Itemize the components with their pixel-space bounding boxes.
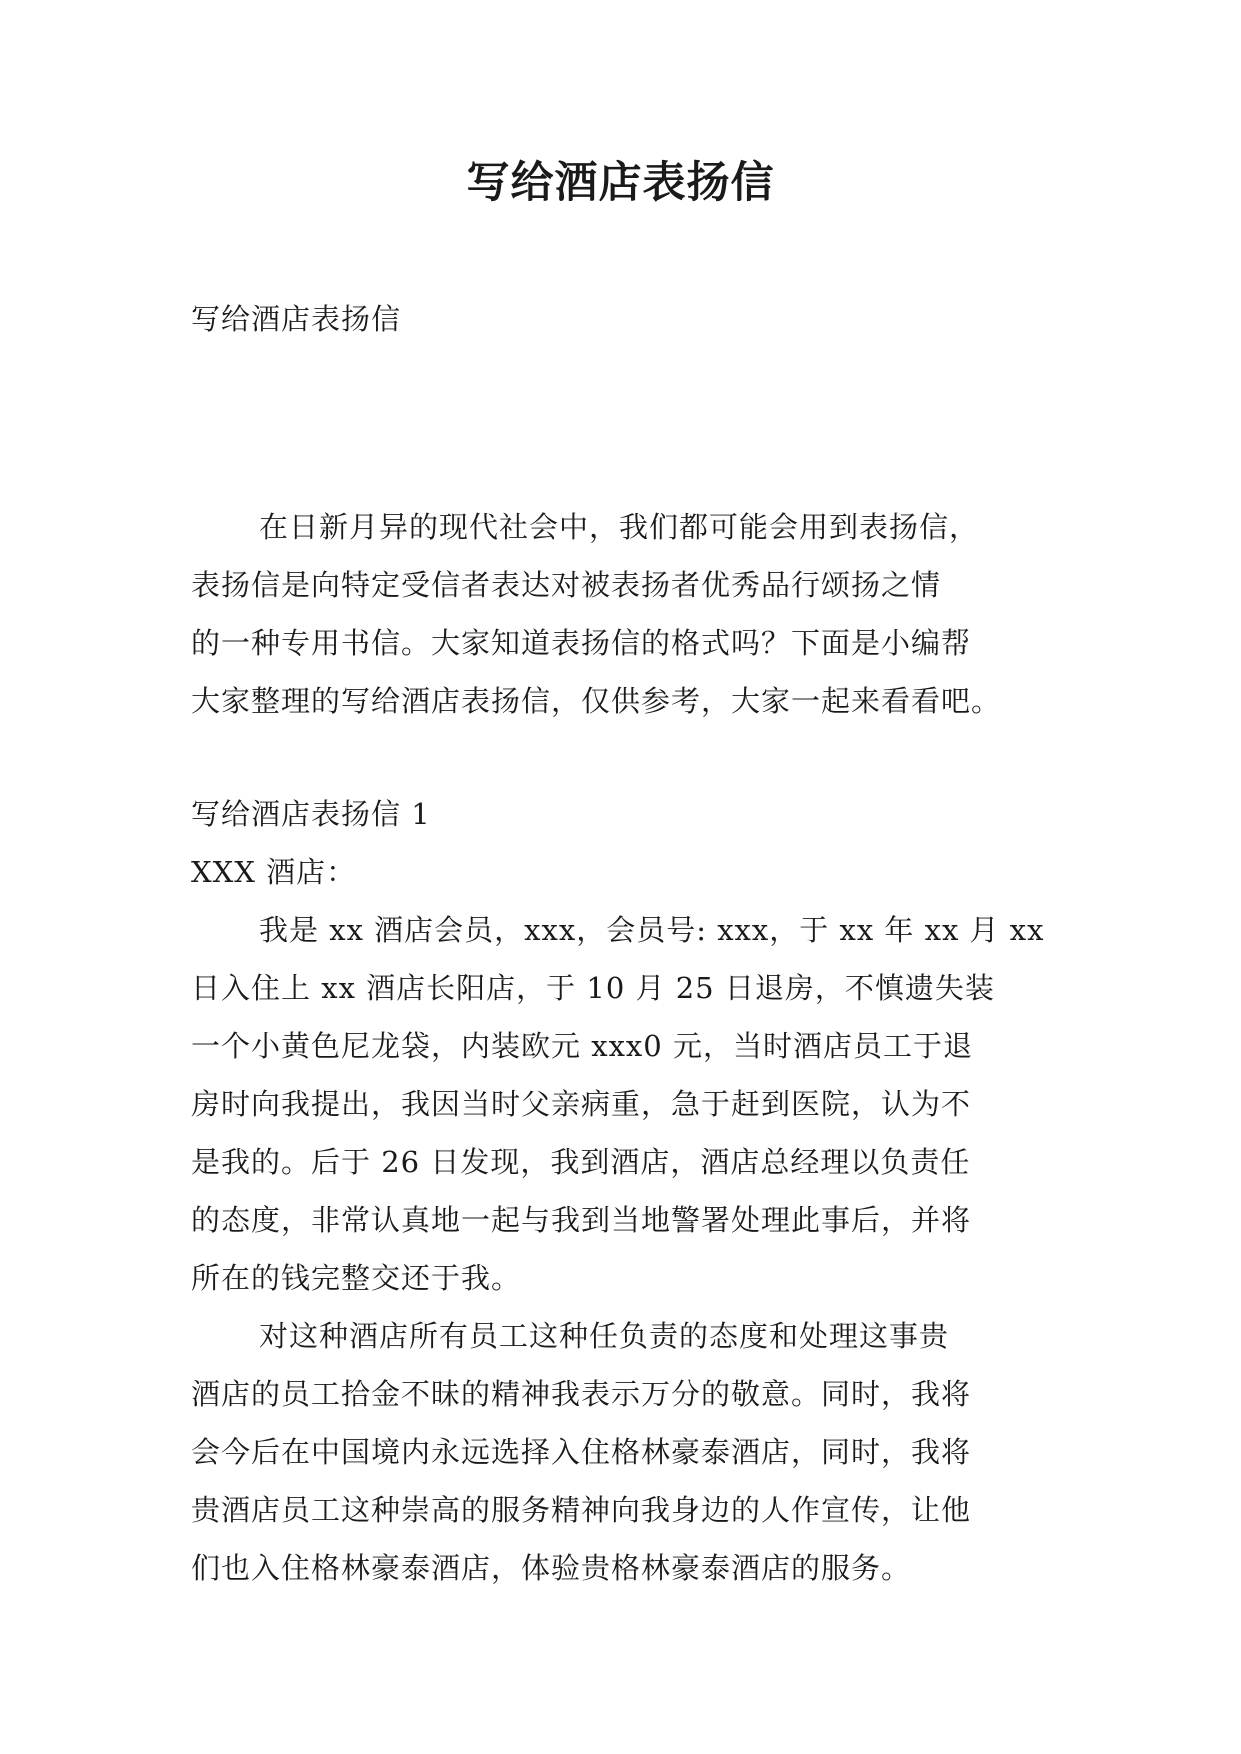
paragraph1-line: 房时向我提出，我因当时父亲病重，急于赶到医院，认为不 bbox=[191, 1087, 972, 1121]
paragraph1-line: 的态度，非常认真地一起与我到当地警署处理此事后，并将 bbox=[191, 1203, 972, 1237]
subtitle: 写给酒店表扬信 bbox=[191, 302, 402, 336]
intro-line: 表扬信是向特定受信者表达对被表扬者优秀品行颂扬之情 bbox=[191, 568, 942, 602]
paragraph1-line: 所在的钱完整交还于我。 bbox=[191, 1261, 522, 1295]
paragraph1-line: 我是 xx 酒店会员，xxx，会员号: xxx，于 xx 年 xx 月 xx bbox=[259, 913, 1045, 947]
intro-line: 在日新月异的现代社会中，我们都可能会用到表扬信， bbox=[259, 510, 980, 544]
salutation: XXX 酒店： bbox=[191, 855, 357, 889]
blank-space bbox=[191, 730, 1061, 785]
paragraph2-line: 酒店的员工拾金不昧的精神我表示万分的敬意。同时，我将 bbox=[191, 1377, 972, 1411]
paragraph2-line: 贵酒店员工这种崇高的服务精神向我身边的人作宣传，让他 bbox=[191, 1493, 972, 1527]
document-body bbox=[191, 290, 1061, 1597]
paragraph1-line: 一个小黄色尼龙袋，内装欧元 xxx0 元，当时酒店员工于退 bbox=[191, 1029, 973, 1063]
paragraph1-line: 日入住上 xx 酒店长阳店，于 10 月 25 日退房，不慎遗失装 bbox=[191, 971, 995, 1005]
paragraph2-line: 对这种酒店所有员工这种任负责的态度和处理这事贵 bbox=[259, 1319, 950, 1353]
intro-line: 大家整理的写给酒店表扬信，仅供参考，大家一起来看看吧。 bbox=[191, 684, 1002, 718]
letter-heading: 写给酒店表扬信 1 bbox=[191, 797, 431, 831]
blank-space bbox=[191, 348, 1061, 498]
document-title: 写给酒店表扬信 bbox=[466, 158, 775, 208]
intro-line: 的一种专用书信。大家知道表扬信的格式吗？下面是小编帮 bbox=[191, 626, 972, 660]
paragraph2-line: 会今后在中国境内永远选择入住格林豪泰酒店，同时，我将 bbox=[191, 1435, 972, 1469]
paragraph1-line: 是我的。后于 26 日发现，我到酒店，酒店总经理以负责任 bbox=[191, 1145, 971, 1179]
paragraph2-line: 们也入住格林豪泰酒店，体验贵格林豪泰酒店的服务。 bbox=[191, 1551, 912, 1585]
